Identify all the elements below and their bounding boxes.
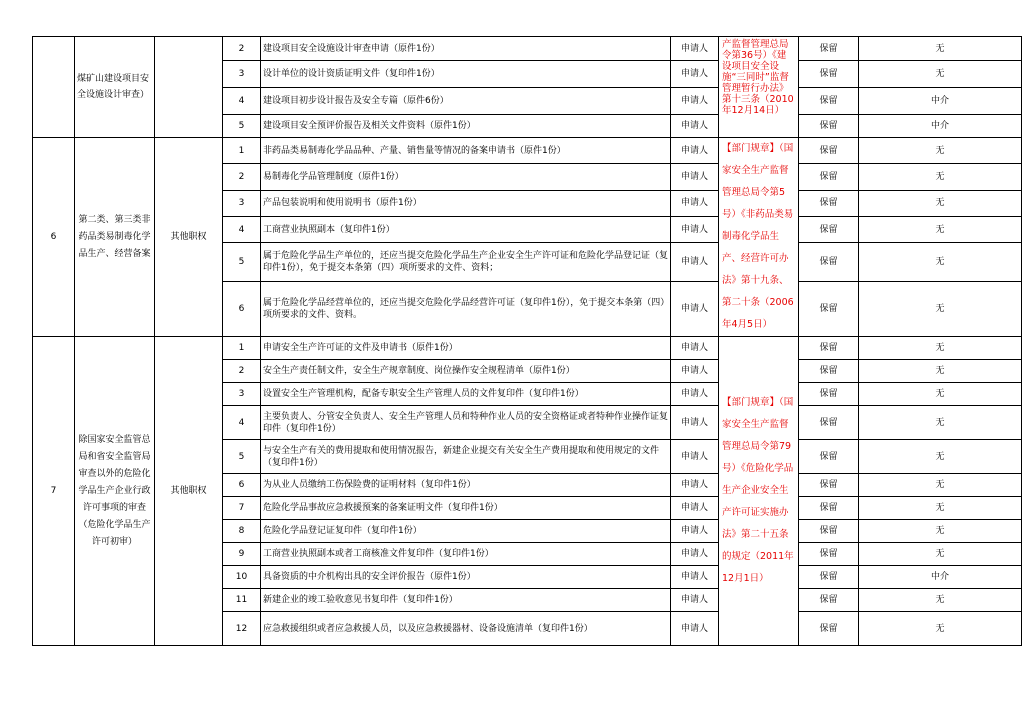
service-cell: 中介 (859, 566, 1022, 589)
row-number: 6 (223, 474, 261, 497)
document-name: 申请安全生产许可证的文件及申请书（原件1份） (261, 337, 671, 360)
retain-cell: 保留 (799, 360, 859, 383)
materials-table (32, 36, 1022, 646)
document-name: 新建企业的竣工验收意见书复印件（复印件1份） (261, 589, 671, 612)
applicant-cell: 申请人 (671, 138, 719, 164)
service-cell: 无 (859, 383, 1022, 406)
retain-cell: 保留 (799, 337, 859, 360)
service-cell: 无 (859, 497, 1022, 520)
document-name: 工商营业执照副本或者工商核准文件复印件（复印件1份） (261, 543, 671, 566)
service-cell: 无 (859, 282, 1022, 337)
retain-cell: 保留 (799, 543, 859, 566)
row-number: 1 (223, 138, 261, 164)
document-name: 建设项目安全设施设计审查申请（原件1份） (261, 37, 671, 61)
row-number: 7 (223, 497, 261, 520)
row-number: 3 (223, 383, 261, 406)
category-cell (155, 37, 223, 138)
applicant-cell: 申请人 (671, 520, 719, 543)
document-name: 与安全生产有关的费用提取和使用情况报告，新建企业提交有关安全生产费用提取和使用规定的文件（复印件1份） (261, 440, 671, 474)
document-name: 为从业人员缴纳工伤保险费的证明材料（复印件1份） (261, 474, 671, 497)
document-name: 易制毒化学品管理制度（原件1份） (261, 164, 671, 190)
document-name: 设置安全生产管理机构，配备专职安全生产管理人员的文件复印件（复印件1份） (261, 383, 671, 406)
row-number: 5 (223, 243, 261, 282)
applicant-cell: 申请人 (671, 115, 719, 138)
applicant-cell: 申请人 (671, 543, 719, 566)
document-name: 应急救援组织或者应急救援人员，以及应急救援器材、设备设施清单（复印件1份） (261, 612, 671, 646)
category-cell: 其他职权 (155, 337, 223, 646)
retain-cell: 保留 (799, 406, 859, 440)
category-cell: 其他职权 (155, 138, 223, 337)
applicant-cell: 申请人 (671, 440, 719, 474)
document-name: 设计单位的设计资质证明文件（复印件1份） (261, 61, 671, 88)
retain-cell: 保留 (799, 566, 859, 589)
service-cell: 中介 (859, 115, 1022, 138)
service-cell: 无 (859, 243, 1022, 282)
applicant-cell: 申请人 (671, 190, 719, 216)
row-number: 8 (223, 520, 261, 543)
row-number: 5 (223, 440, 261, 474)
retain-cell: 保留 (799, 61, 859, 88)
document-name: 非药品类易制毒化学品品种、产量、销售量等情况的备案申请书（原件1份） (261, 138, 671, 164)
seq-cell: 6 (33, 138, 75, 337)
seq-cell: 7 (33, 337, 75, 646)
applicant-cell: 申请人 (671, 406, 719, 440)
retain-cell: 保留 (799, 138, 859, 164)
service-cell: 无 (859, 61, 1022, 88)
row-number: 4 (223, 406, 261, 440)
document-name: 建设项目安全预评价报告及相关文件资料（原件1份） (261, 115, 671, 138)
item-name-cell: 第二类、第三类非药品类易制毒化学品生产、经营备案 (75, 138, 155, 337)
applicant-cell: 申请人 (671, 337, 719, 360)
applicant-cell: 申请人 (671, 474, 719, 497)
retain-cell: 保留 (799, 88, 859, 115)
service-cell: 无 (859, 440, 1022, 474)
service-cell: 无 (859, 190, 1022, 216)
row-number: 3 (223, 61, 261, 88)
applicant-cell: 申请人 (671, 497, 719, 520)
service-cell: 无 (859, 337, 1022, 360)
applicant-cell: 申请人 (671, 589, 719, 612)
retain-cell: 保留 (799, 190, 859, 216)
document-name: 具备资质的中介机构出具的安全评价报告（原件1份） (261, 566, 671, 589)
retain-cell: 保留 (799, 216, 859, 242)
table-row (33, 337, 1022, 360)
retain-cell: 保留 (799, 37, 859, 61)
retain-cell: 保留 (799, 589, 859, 612)
row-number: 1 (223, 337, 261, 360)
document-name: 建设项目初步设计报告及安全专篇（原件6份） (261, 88, 671, 115)
service-cell: 无 (859, 164, 1022, 190)
row-number: 12 (223, 612, 261, 646)
retain-cell: 保留 (799, 164, 859, 190)
applicant-cell: 申请人 (671, 360, 719, 383)
row-number: 3 (223, 190, 261, 216)
table-row (33, 138, 1022, 164)
retain-cell: 保留 (799, 440, 859, 474)
document-name: 产品包装说明和使用说明书（原件1份） (261, 190, 671, 216)
item-name-cell: 除国家安全监管总局和省安全监管局审查以外的危险化学品生产企业行政许可事项的审查（危险化学品生产许可初审） (75, 337, 155, 646)
table-row (33, 37, 1022, 61)
service-cell: 无 (859, 406, 1022, 440)
row-number: 5 (223, 115, 261, 138)
row-number: 11 (223, 589, 261, 612)
row-number: 4 (223, 216, 261, 242)
service-cell: 无 (859, 360, 1022, 383)
row-number: 6 (223, 282, 261, 337)
retain-cell: 保留 (799, 520, 859, 543)
legal-basis-cell: 【部门规章】（国家安全生产监督管理总局令第79号）《危险化学品生产企业安全生产许可证实施办法》第二十五条的规定（2011年12月1日） (719, 337, 799, 646)
row-number: 4 (223, 88, 261, 115)
applicant-cell: 申请人 (671, 566, 719, 589)
service-cell: 中介 (859, 88, 1022, 115)
service-cell: 无 (859, 216, 1022, 242)
document-name: 危险化学品登记证复印件（复印件1份） (261, 520, 671, 543)
document-name: 属于危险化学品经营单位的，还应当提交危险化学品经营许可证（复印件1份），免于提交本条第（四）项所要求的文件、资料。 (261, 282, 671, 337)
document-name: 属于危险化学品生产单位的，还应当提交危险化学品生产企业安全生产许可证和危险化学品登记证（复印件1份），免于提交本条第（四）项所要求的文件、资料； (261, 243, 671, 282)
applicant-cell: 申请人 (671, 612, 719, 646)
row-number: 10 (223, 566, 261, 589)
retain-cell: 保留 (799, 115, 859, 138)
item-name-cell: 煤矿山建设项目安全设施设计审查） (75, 37, 155, 138)
document-name: 安全生产责任制文件，安全生产规章制度、岗位操作安全规程清单（原件1份） (261, 360, 671, 383)
row-number: 2 (223, 360, 261, 383)
applicant-cell: 申请人 (671, 282, 719, 337)
legal-basis-cell: 产监督管理总局令第36号）《建设项目安全设施“三同时”监督管理暂行办法》第十三条（2010年12月14日） (719, 37, 799, 138)
applicant-cell: 申请人 (671, 88, 719, 115)
retain-cell: 保留 (799, 612, 859, 646)
document-name: 工商营业执照副本（复印件1份） (261, 216, 671, 242)
applicant-cell: 申请人 (671, 243, 719, 282)
retain-cell: 保留 (799, 243, 859, 282)
applicant-cell: 申请人 (671, 216, 719, 242)
service-cell: 无 (859, 138, 1022, 164)
seq-cell (33, 37, 75, 138)
retain-cell: 保留 (799, 497, 859, 520)
service-cell: 无 (859, 589, 1022, 612)
service-cell: 无 (859, 520, 1022, 543)
retain-cell: 保留 (799, 474, 859, 497)
service-cell: 无 (859, 474, 1022, 497)
row-number: 2 (223, 164, 261, 190)
applicant-cell: 申请人 (671, 37, 719, 61)
service-cell: 无 (859, 612, 1022, 646)
applicant-cell: 申请人 (671, 164, 719, 190)
retain-cell: 保留 (799, 282, 859, 337)
document-name: 危险化学品事故应急救援预案的备案证明文件（复印件1份） (261, 497, 671, 520)
applicant-cell: 申请人 (671, 383, 719, 406)
row-number: 2 (223, 37, 261, 61)
service-cell: 无 (859, 37, 1022, 61)
applicant-cell: 申请人 (671, 61, 719, 88)
retain-cell: 保留 (799, 383, 859, 406)
legal-basis-cell: 【部门规章】（国家安全生产监督管理总局令第5号）《非药品类易制毒化学品生产、经营许可办法》第十九条、第二十条（2006年4月5日） (719, 138, 799, 337)
service-cell: 无 (859, 543, 1022, 566)
document-name: 主要负责人、分管安全负责人、安全生产管理人员和特种作业人员的安全资格证或者特种作业操作证复印件（复印件1份） (261, 406, 671, 440)
row-number: 9 (223, 543, 261, 566)
